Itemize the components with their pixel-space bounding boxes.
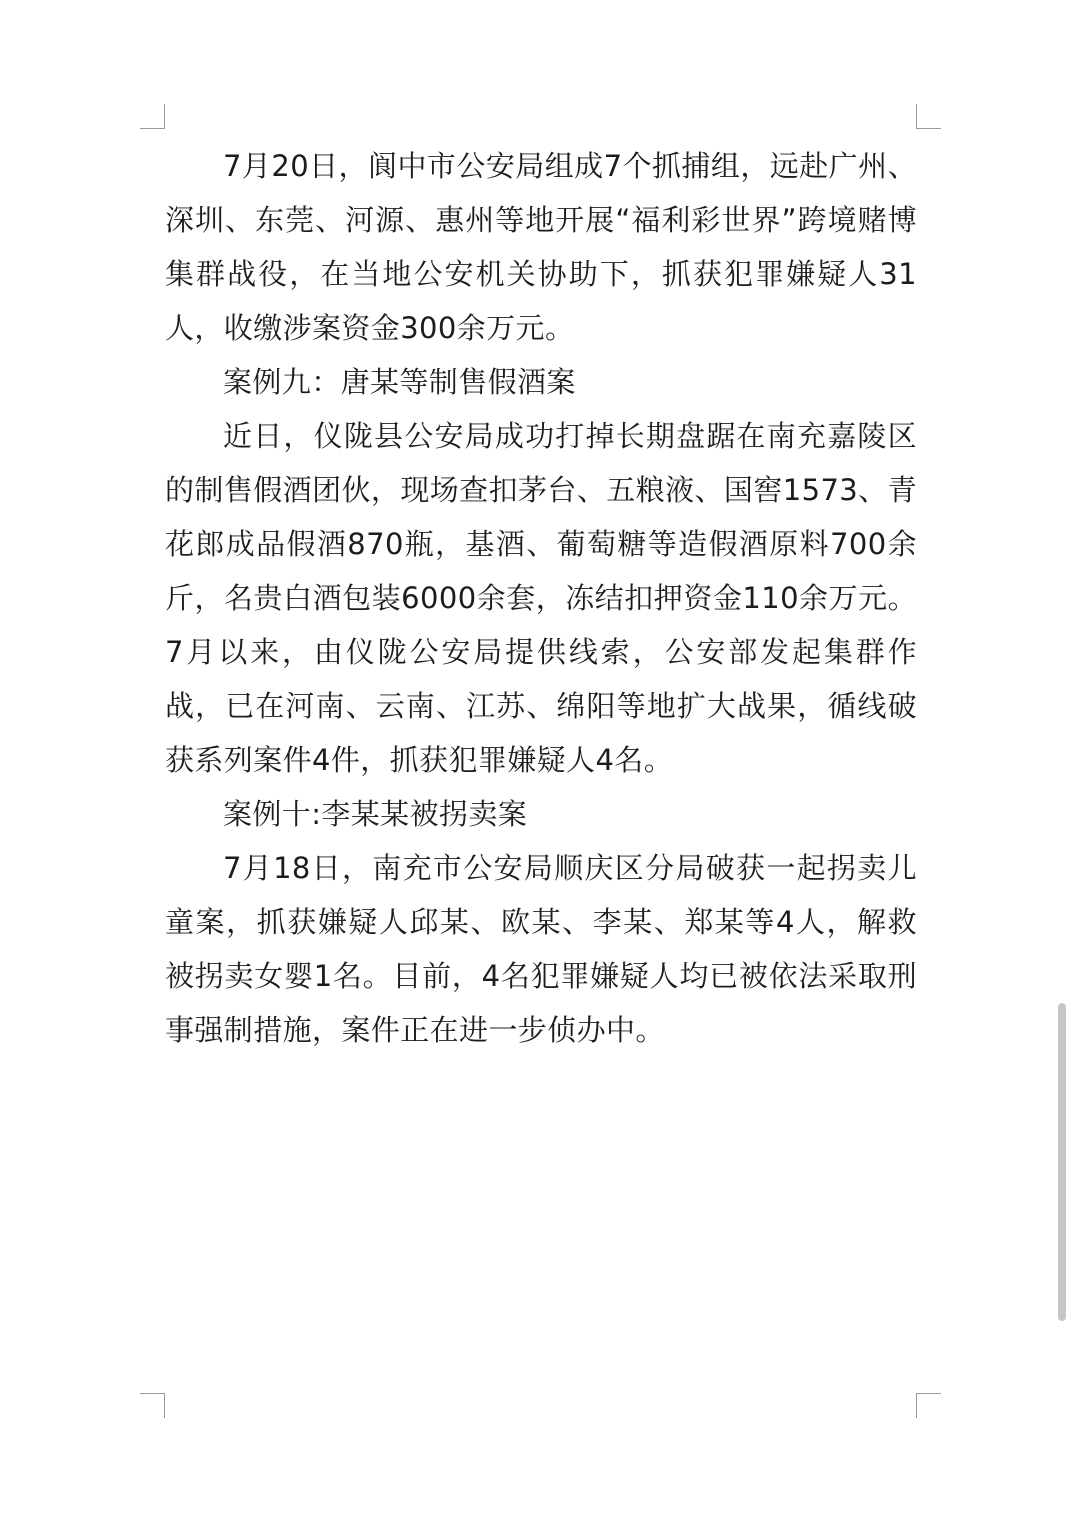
margin-corner-bottom-left <box>140 1393 165 1418</box>
margin-corner-top-right <box>916 104 941 129</box>
paragraph-case-gambling: 7月20日，阆中市公安局组成7个抓捕组，远赴广州、深圳、东莞、河源、惠州等地开展“福利彩世界”跨境赌博集群战役，在当地公安机关协助下，抓获犯罪嫌疑人31人，收缴涉案资金300余万元。 <box>165 149 917 345</box>
document-body[interactable] <box>165 139 917 1057</box>
heading-case-nine: 案例九：唐某等制售假酒案 <box>223 365 576 399</box>
heading-case-ten: 案例十:李某某被拐卖案 <box>223 797 528 831</box>
vertical-scrollbar[interactable] <box>1058 1003 1066 1321</box>
margin-corner-bottom-right <box>916 1393 941 1418</box>
paragraph-case-nine: 近日，仪陇县公安局成功打掉长期盘踞在南充嘉陵区的制售假酒团伙，现场查扣茅台、五粮液、国窖1573、青花郎成品假酒870瓶，基酒、葡萄糖等造假酒原料700余斤，名贵白酒包装6000余套，冻结扣押资金110余万元。7月以来，由仪陇公安局提供线索，公安部发起集群作战，已在河南、云南、江苏、绵阳等地扩大战果，循线破获系列案件4件，抓获犯罪嫌疑人4名。 <box>165 419 917 777</box>
paragraph-case-ten: 7月18日，南充市公安局顺庆区分局破获一起拐卖儿童案，抓获嫌疑人邱某、欧某、李某、郑某等4人，解救被拐卖女婴1名。目前，4名犯罪嫌疑人均已被依法采取刑事强制措施，案件正在进一步侦办中。 <box>165 851 917 1047</box>
margin-corner-top-left <box>140 104 165 129</box>
